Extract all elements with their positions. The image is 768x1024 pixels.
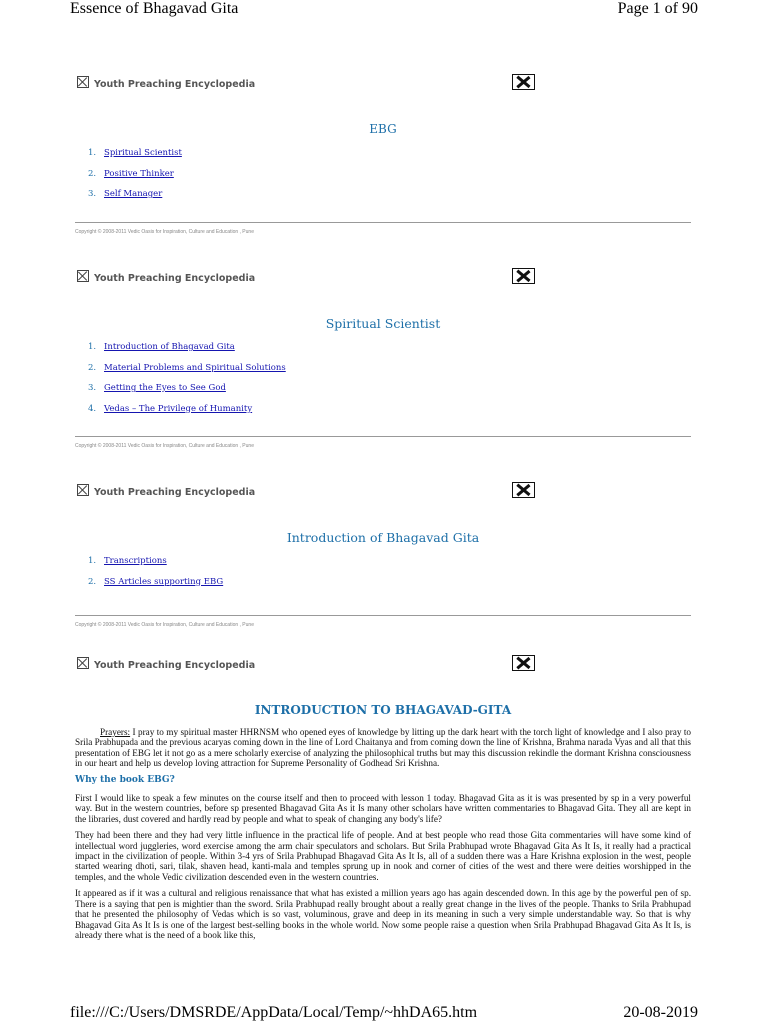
toc-link-getting-the-eyes[interactable]: Getting the Eyes to See God [104,383,226,393]
broken-image-placeholder-icon [512,74,535,90]
toc-item [75,383,691,404]
prayers-paragraph [75,727,691,769]
broken-image-placeholder-icon [512,482,535,498]
broken-image-icon [77,484,89,496]
section-ebg [75,74,691,235]
section-article [75,655,691,946]
toc-item [75,342,691,363]
toc-number: 1. [88,148,97,158]
toc-link-spiritual-scientist[interactable]: Spiritual Scientist [104,148,182,158]
page-header [70,0,698,22]
broken-image-icon [77,657,89,669]
toc-link-transcriptions[interactable]: Transcriptions [104,556,167,566]
brand-name: Youth Preaching Encyclopedia [94,79,256,90]
toc-number: 4. [88,403,97,414]
toc-item [75,577,691,598]
print-date: 20-08-2019 [623,1004,698,1021]
broken-image-placeholder-icon [512,268,535,284]
divider [75,615,691,616]
divider [75,222,691,223]
toc-list [75,148,691,210]
section-spiritual-scientist [75,268,691,449]
toc-link-ss-articles[interactable]: SS Articles supporting EBG [104,576,224,587]
brand-name: Youth Preaching Encyclopedia [94,273,256,284]
brand-name: Youth Preaching Encyclopedia [94,487,256,498]
toc-number: 2. [88,168,97,179]
toc-link-introduction-of-bhagavad-gita[interactable]: Introduction of Bhagavad Gita [104,342,235,352]
toc-link-material-problems[interactable]: Material Problems and Spiritual Solutions [104,362,286,373]
toc-number: 2. [88,362,97,373]
page-footer [70,1004,698,1024]
toc-item [75,169,691,190]
toc-link-positive-thinker[interactable]: Positive Thinker [104,168,174,179]
page-number: Page 1 of 90 [617,0,698,17]
article-title: INTRODUCTION TO BHAGAVAD-GITA [254,703,512,717]
prayers-label: Prayers: [100,727,131,737]
article-body [75,727,691,940]
broken-image-icon [77,270,89,282]
toc-link-vedas[interactable]: Vedas – The Privilege of Humanity [104,403,253,414]
divider [75,436,691,437]
toc-item [75,404,691,425]
paragraph: It appeared as if it was a cultural and religious renaissance that what has existed a million years ago has again descended down. In this age by the powerful pen of sp. There is a saying that pen is mightier than the sword. Srila Prabhupad really brought about a really great change in the lives of the people. Thanks to Srila Prabhupad that he presented the philosophy of Vedas which is so vast, voluminous, grave and deep in its meaning in such a very simple understandable way. So that is why Bhagavad Gita As It Is is one of the largest best-selling books in the whole world. Now some people raise a question when Srila Prabhupad Bhagavad Gita As It Is, is already there what is the need of a book like this, [75,888,691,940]
section-introduction [75,482,691,628]
toc-number: 1. [88,342,97,352]
banner [75,655,691,681]
toc-number: 1. [88,556,97,566]
copyright: Copyright © 2008-2011 Vedic Oasis for Inspiration, Culture and Education , Pune [75,443,254,449]
copyright: Copyright © 2008-2011 Vedic Oasis for Inspiration, Culture and Education , Pune [75,228,254,235]
toc-item [75,556,691,577]
banner [75,74,691,100]
section-title: Introduction of Bhagavad Gita [286,530,480,545]
toc-item [75,148,691,169]
paragraph: They had been there and they had very little influence in the practical life of people. And at best people who read those Gita commentaries will have some kind of intellectual word juggleries, word exercise among the arm chair speculators and scholars. But Srila Prabhupad wrote Bhagavad Gita As It Is, it really had a practical impact in the civilization of people. Within 3-4 yrs of Srila Prabhupad Bhagavad Gita As It Is, all of a sudden there was a Hare Krishna explosion in the west, people started wearing dhoti, sari, tilak, shaven head, kanti-mala and temples sprung up in nook and corner of cities of the west and there were deities worshipped in the temples, and the whole Vedic civilization descended even in the western countries. [75,830,691,882]
banner [75,482,691,508]
toc-list [75,342,691,424]
toc-number: 2. [88,576,97,587]
paragraph: First I would like to speak a few minutes on the course itself and then to proceed with lesson 1 today. Bhagavad Gita as it is was presented by sp in a very powerful way. But in the western countries, before sp presented Bhagavad Gita As it Is many other scholars have written commentaries to Bhagavad Gita. They all are kept in the libraries, dust covered and hardly read by people and what to speak of changing any body's life? [75,793,691,824]
brand-name: Youth Preaching Encyclopedia [94,660,256,671]
document-title: Essence of Bhagavad Gita [70,0,239,17]
toc-number: 3. [88,383,97,393]
subheading: Why the book EBG? [75,774,175,785]
broken-image-icon [77,76,89,88]
prayers-text: I pray to my spiritual master HHRNSM who opened eyes of knowledge by litting up the dark heart with the torch light of knowledge and I also pray to Srila Prabhupada and the previous acaryas coming down in the line of Lord Chaitanya and from coming down the line of Krishna, Brahma narada Vyas and all that this presentation of EBG let it not go as a mere scholarly exercise of analyzing the philosophical truths but may this discussion rekindle the dormant Krishna consciousness in our heart and help us develop loving attraction for Supreme Personality of Godhead Sri Krishna. [75,727,691,769]
banner [75,268,691,294]
broken-image-placeholder-icon [512,655,535,671]
toc-number: 3. [88,189,97,199]
copyright: Copyright © 2008-2011 Vedic Oasis for Inspiration, Culture and Education , Pune [75,622,254,628]
toc-list [75,556,691,597]
section-title: Spiritual Scientist [325,316,441,331]
toc-link-self-manager[interactable]: Self Manager [104,189,163,199]
toc-item [75,189,691,210]
toc-item [75,363,691,384]
file-path: file:///C:/Users/DMSRDE/AppData/Local/Temp/~hhDA65.htm [70,1004,478,1021]
section-title: EBG [369,122,397,136]
